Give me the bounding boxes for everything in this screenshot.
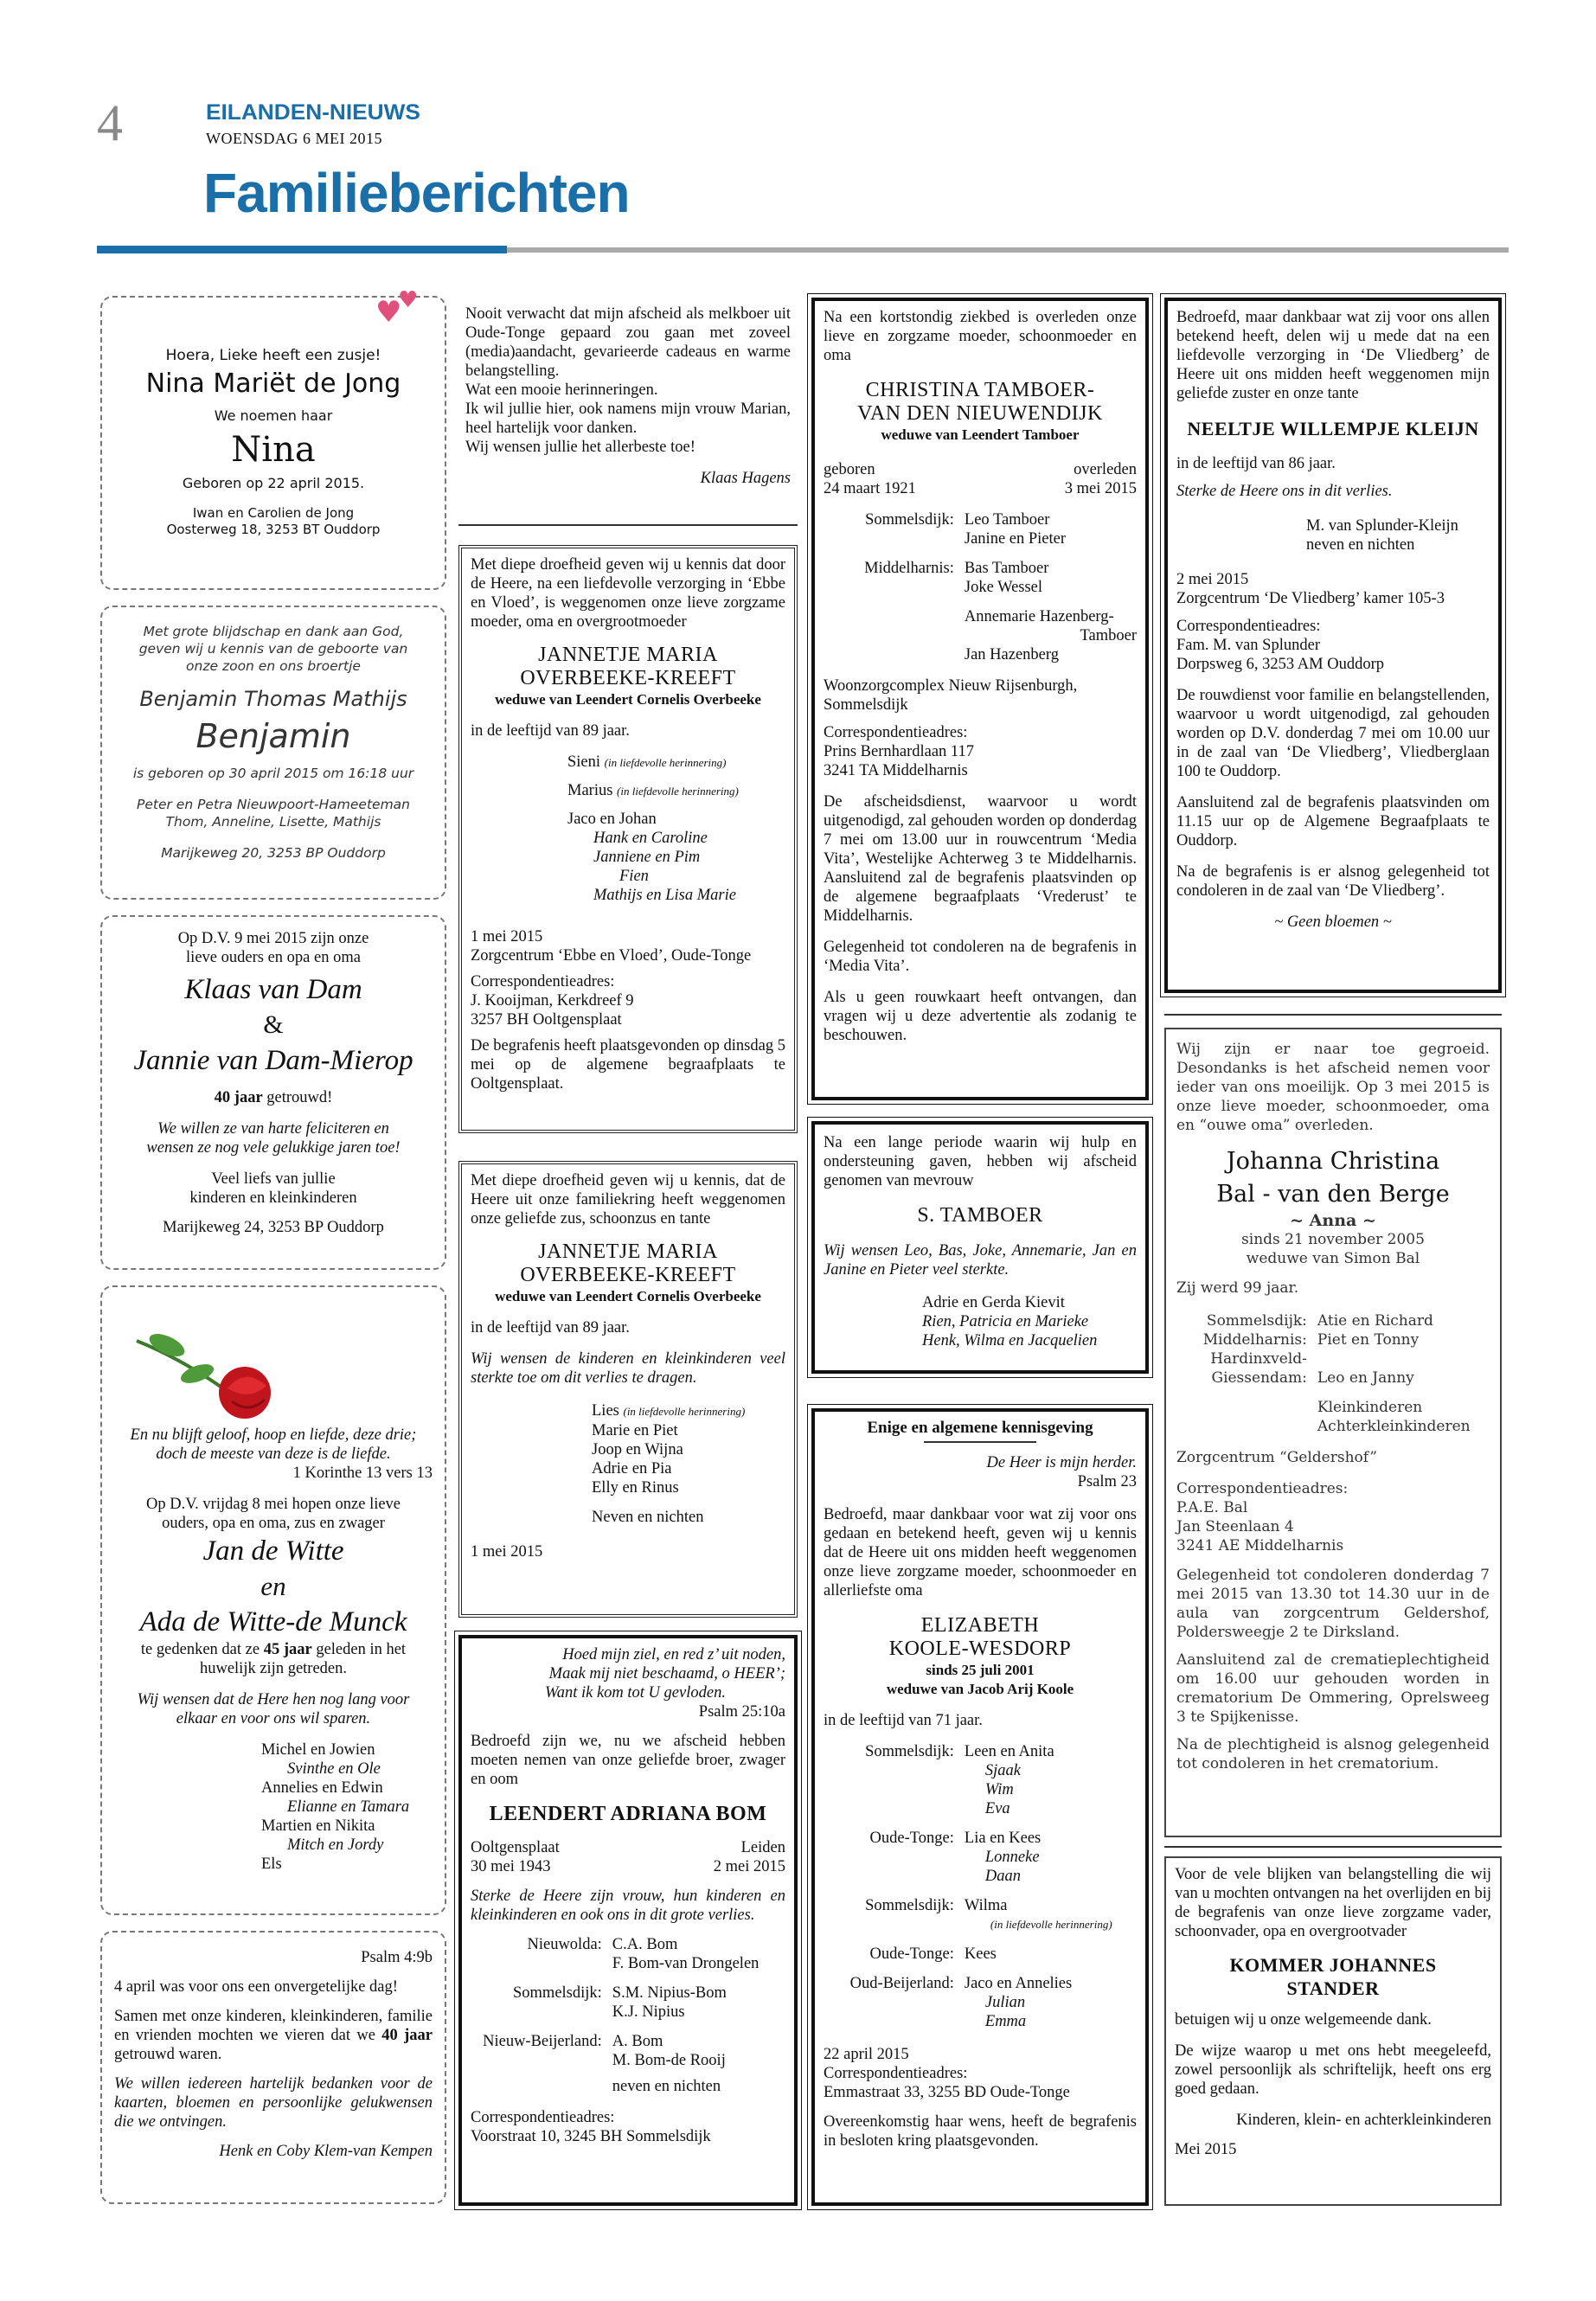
correspondence-address: Dorpsweg 6, 3253 AM Ouddorp [1176, 656, 1384, 673]
family-member: Els [261, 1856, 282, 1873]
place: Zorgcentrum ‘Ebbe en Vloed’, Oude-Tonge [471, 947, 752, 965]
family-member: C.A. Bom [612, 1936, 678, 1953]
widowed-since: sinds 25 juli 2001 [926, 1662, 1035, 1678]
widow-of: weduwe van Leendert Tamboer [881, 426, 1080, 443]
birth-date: 30 mei 1943 [471, 1858, 551, 1875]
birth-date: is geboren op 30 april 2015 om 16:18 uur [132, 766, 414, 781]
family-group [471, 2032, 785, 2096]
couple-name-2: Ada de Witte-de Munck [139, 1606, 407, 1638]
years-married: te gedenken dat ze 45 jaar geleden in het [140, 1641, 407, 1658]
family-group [824, 1945, 1137, 1964]
family-member: Piet en Tonny [1317, 1331, 1420, 1349]
parents: Iwan en Carolien de Jong [192, 505, 355, 521]
family-member: Lia en Kees [964, 1830, 1042, 1847]
widow-of: weduwe van Leendert Cornelis Overbeeke [495, 691, 761, 708]
obituary-overbeeke-siblings [458, 1161, 798, 1618]
date: 1 mei 2015 [471, 1543, 543, 1561]
family-group [824, 510, 1137, 548]
date: 1 mei 2015 [471, 928, 543, 945]
correspondence-address: Prins Bernhardlaan 117 [824, 743, 974, 760]
obituary-intro: Bedroefd, maar dankbaar voor wat zij voor ons gedaan en betekend heeft, geven wij u kennis dat de Heere uit ons midden heeft weggenomen onze lieve zorgzame moeder, schoonmoeder en allerliefste oma [824, 1506, 1137, 1599]
address: Oosterweg 18, 3253 BT Ouddorp [166, 522, 381, 537]
life-dates [824, 479, 1137, 498]
place: Woonzorgcomplex Nieuw Rijsenburgh, [824, 677, 1078, 695]
verse-reference: 1 Korinthe 13 vers 13 [292, 1465, 433, 1482]
anniversary-van-dam [100, 915, 446, 1270]
obituary-overbeeke-family [458, 545, 798, 1133]
verse-line: Want ik kom tot U gevloden. [545, 1684, 726, 1702]
signature-list [1176, 516, 1490, 554]
family-member: Kees [964, 1945, 997, 1963]
family-member: Atie en Richard [1317, 1312, 1433, 1330]
family-member: Eva [984, 1800, 1010, 1817]
family-member: Lies [592, 1402, 619, 1420]
thanks-paragraph: Samen met onze kinderen, kleinkinderen, familie en vrienden mochten we vieren dat we 40 jaar getrouwd waren. [114, 2008, 433, 2063]
birth-date: Geboren op 22 april 2015. [182, 475, 365, 491]
deceased-name: JANNETJE MARIA [538, 1240, 718, 1263]
obituary-intro: Bedroefd zijn we, nu we afscheid hebben moeten nemen van onze geliefde broer, zwager en oom [471, 1733, 785, 1788]
family-member: Jan Hazenberg [964, 646, 1059, 663]
family-member: Wilma [964, 1897, 1008, 1914]
birth-announcement-nina [100, 287, 446, 590]
family-group [824, 559, 1137, 664]
deceased-name: JANNETJE MARIA [538, 644, 718, 666]
place: Sommelsdijk [824, 696, 908, 714]
deceased-name: Johanna Christina [1226, 1148, 1440, 1175]
address: Marijkeweg 24, 3253 BP Ouddorp [163, 1219, 384, 1236]
verse-reference: Psalm 25:10a [698, 1703, 785, 1721]
funeral-info: De rouwdienst voor familie en belangstellenden, waarvoor u wordt uitgenodigd, zal gehouden worden op D.V. donderdag 7 mei om 10.00 uur in de zaal van ‘De Vliedberg’, Vliedberglaan 100 te Ouddorp. [1176, 687, 1490, 780]
deceased-name: KOMMER JOHANNES [1229, 1954, 1437, 1976]
family-group [824, 1974, 1137, 2031]
family-member: F. Bom-van Drongelen [612, 1955, 760, 1972]
memory-note: (in liefdevolle herinnering) [604, 756, 727, 769]
correspondence-address: P.A.E. Bal [1176, 1499, 1248, 1516]
signature-line: kinderen en kleinkinderen [189, 1189, 357, 1207]
announcement-line: Met grote blijdschap en dank aan God, [143, 624, 404, 639]
funeral-info: Overeenkomstig haar wens, heeft de begrafenis in besloten kring plaatsgevonden. [824, 2113, 1137, 2150]
deceased-name: Bal - van den Berge [1216, 1181, 1450, 1208]
obituary-kleijn [1164, 298, 1502, 993]
correspondence-label: Correspondentieadres: [824, 724, 968, 741]
family-member: S.M. Nipius-Bom [612, 1984, 727, 2002]
family-place: Sommelsdijk: [865, 511, 954, 529]
family-member: Hank en Caroline [593, 830, 708, 847]
baby-call-name: Nina [231, 430, 316, 470]
signature-line: Veel liefs van jullie [211, 1170, 336, 1188]
family-member: Neven en nichten [592, 1509, 704, 1526]
wish-line: Sterke de Heere zijn vrouw, hun kinderen en kleinkinderen en ook ons in dit grote verlies. [471, 1888, 785, 1924]
birth-announcement-benjamin [100, 606, 446, 900]
thanks-line: 4 april was voor ons een onvergetelijke dag! [114, 1978, 398, 1996]
notice-title: Enige en algemene kennisgeving [867, 1419, 1093, 1437]
heart-icon: ♥ [398, 287, 419, 313]
section-title: Familieberichten [203, 162, 630, 224]
signature: Henk en Coby Klem-van Kempen [219, 2143, 433, 2160]
baby-full-name: Benjamin Thomas Mathijs [139, 687, 407, 711]
obituary-intro: Met diepe droefheid geven wij u kennis dat door de Heere, na een liefdevolle verzorging in ‘Ebbe en Vloed’, is weggenomen onze lieve zorgzame moeder, oma en overgrootmoeder [471, 556, 785, 631]
memory-note: (in liefdevolle herinnering) [623, 1405, 746, 1418]
place: Zorgcentrum ‘De Vliedberg’ kamer 105-3 [1176, 590, 1445, 607]
memory-note: (in liefdevolle herinnering) [617, 785, 739, 798]
obituary-bal [1164, 1028, 1502, 1837]
family-member: Sieni [567, 753, 601, 771]
obituary-intro: Na een lange periode waarin wij hulp en ondersteuning gaven, hebben wij afscheid genomen van mevrouw [824, 1134, 1137, 1189]
deceased-name: OVERBEEKE-KREEFT [520, 667, 736, 689]
announcement-line: geven wij u kennis van de geboorte van [138, 641, 408, 657]
call-name-intro: We noemen haar [214, 407, 333, 424]
obituary-koole [811, 1408, 1149, 2206]
family-member: Emma [984, 2013, 1027, 2030]
memory-note: (in liefdevolle herinnering) [990, 1918, 1112, 1931]
baby-full-name: Nina Mariët de Jong [145, 369, 401, 399]
wish-line: Sterke de Heere ons in dit verlies. [1176, 483, 1393, 500]
thanks-klem [100, 1931, 446, 2204]
family-member: Elianne en Tamara [287, 1798, 410, 1816]
signature: neven en nichten [1306, 536, 1415, 554]
wish-line: elkaar en voor ons wil sparen. [176, 1710, 371, 1727]
life-dates [471, 1857, 785, 1876]
correspondence-label: Correspondentieadres: [1176, 618, 1321, 635]
obituary-tamboer [811, 298, 1149, 1100]
family-member: Bas Tamboer [964, 560, 1049, 577]
date: 2 mei 2015 [1176, 571, 1249, 588]
family-place: Sommelsdijk: [865, 1897, 954, 1914]
birth-place: Ooltgensplaat [471, 1839, 560, 1856]
verse-line: Maak mij niet beschaamd, o HEER’; [548, 1665, 785, 1682]
no-flowers-note: ~ Geen bloemen ~ [1274, 913, 1392, 931]
family-member: M. Bom-de Rooij [612, 2052, 726, 2069]
death-date: 3 mei 2015 [1064, 480, 1137, 497]
family-member: Janniene en Pim [593, 849, 701, 866]
family-member: Mitch en Jordy [287, 1836, 384, 1854]
family-member: Leen en Anita [964, 1743, 1054, 1760]
deceased-name: NEELTJE WILLEMPJE KLEIJN [1187, 418, 1479, 439]
family-place: Hardinxveld- [1210, 1350, 1307, 1368]
anniversary-de-witte [100, 1285, 446, 1915]
divider [1164, 1014, 1502, 1016]
family-member: Wim [984, 1781, 1014, 1798]
family-member: Mathijs en Lisa Marie [593, 887, 736, 904]
death-label: overleden [1074, 461, 1137, 478]
siblings: Thom, Anneline, Lisette, Mathijs [165, 814, 381, 830]
family-member: Annelies en Edwin [261, 1779, 383, 1797]
family-member: Julian [984, 1994, 1026, 2011]
family-member: Joke Wessel [964, 579, 1043, 596]
announcement-line: lieve ouders en opa en oma [186, 949, 361, 966]
condolence-info: Na de plechtigheid is alsnog gelegenheid tot condoleren in het crematorium. [1176, 1736, 1490, 1772]
obituary-s-tamboer [811, 1121, 1149, 1374]
announcement-line: Op D.V. 9 mei 2015 zijn onze [177, 930, 369, 947]
obituary-intro: Met diepe droefheid geven wij u kennis, dat de Heere uit onze familiekring heeft weggenomen onze geliefde zus, schoonzus en tante [471, 1172, 785, 1227]
correspondence-address: Jan Steenlaan 4 [1176, 1518, 1294, 1535]
deceased-name: CHRISTINA TAMBOER- [865, 379, 1095, 401]
thanks-paragraph: We willen iedereen hartelijk bedanken voor de kaarten, bloemen en persoonlijke gelukwensen die we ontvingen. [114, 2075, 433, 2131]
thanks-line: Wat een mooie herinneringen. [465, 381, 658, 399]
heart-icon: ♥ [375, 295, 402, 330]
thanks-paragraph: Nooit verwacht dat mijn afscheid als melkboer uit Oude-Tonge gepaard zou gaan met zoveel (media)aandacht, gevarieerde cadeaus en warme belangstelling. [465, 305, 791, 380]
divider [458, 524, 798, 526]
family-member: Daan [984, 1868, 1022, 1885]
thanks-line: Ik wil jullie hier, ook namens mijn vrouw Marian, heel hartelijk voor danken. [465, 401, 791, 437]
thanks-line: betuigen wij u onze welgemeende dank. [1175, 2011, 1432, 2029]
deceased-name: KOOLE-WESDORP [888, 1638, 1072, 1660]
correspondence-label: Correspondentieadres: [824, 2065, 968, 2082]
thanks-line: Wij wensen jullie het allerbeste toe! [465, 439, 695, 456]
header-rule-accent [97, 246, 507, 253]
family-list [114, 1740, 433, 1874]
widow-of: weduwe van Jacob Arij Koole [886, 1681, 1074, 1697]
family-group [824, 1742, 1137, 1818]
deceased-name: LEENDERT ADRIANA BOM [489, 1803, 767, 1825]
family-member: Michel en Jowien [261, 1741, 375, 1759]
family-member: Leo en Janny [1317, 1369, 1414, 1387]
family-group [471, 1984, 785, 2022]
obituary-intro: Bedroefd, maar dankbaar wat zij voor ons allen betekend heeft, delen wij u mede dat na een liefdevolle verzorging in ‘De Vliedberg’ de Heere uit ons midden heeft weggenomen mijn geliefde zuster en onze tante [1176, 309, 1490, 402]
announcement-line: onze zoon en ons broertje [186, 658, 361, 674]
family-place: Sommelsdijk: [1206, 1312, 1307, 1330]
obituary-intro: Wij zijn er naar toe gegroeid. Desondanks is het afscheid nemen voor ieder van ons moeilijk. Op 3 mei 2015 is onze lieve moeder, schoonmoeder, oma en “ouwe oma” overleden. [1176, 1041, 1490, 1134]
family-member: Jaco en Annelies [964, 1975, 1073, 1992]
family-place: Giessendam: [1211, 1369, 1307, 1387]
widowed-since: sinds 21 november 2005 [1241, 1231, 1425, 1248]
family-member: Lonneke [984, 1849, 1040, 1866]
family-member: Leo Tamboer [964, 511, 1050, 529]
rose-illustration [128, 1306, 292, 1427]
obituary-intro: Na een kortstondig ziekbed is overleden onze lieve en zorgzame moeder, schoonmoeder en oma [824, 309, 1137, 364]
wish-line: Wij wensen Leo, Bas, Joke, Annemarie, Jan en Janine en Pieter veel sterkte. [824, 1242, 1137, 1279]
signature: Henk, Wilma en Jacquelien [922, 1332, 1098, 1349]
condolence-info: Na de begrafenis is er alsnog gelegenheid tot condoleren in de zaal van ‘De Vliedberg’. [1176, 863, 1490, 900]
signature: Kinderen, klein- en achterkleinkinderen [1236, 2112, 1491, 2129]
family-member: Janine en Pieter [964, 530, 1067, 548]
family-group [1176, 1368, 1490, 1388]
family-place: Sommelsdijk: [513, 1984, 602, 2002]
life-dates [824, 460, 1137, 479]
correspondence-address: J. Kooijman, Kerkdreef 9 [471, 992, 634, 1009]
life-dates [471, 1838, 785, 1857]
correspondence-address: Voorstraat 10, 3245 BH Sommelsdijk [471, 2128, 711, 2145]
cremation-info: Aansluitend zal de crematieplechtigheid om 16.00 uur gehouden worden in crematorium De Ommering, Oprelsweeg 3 te Spijkenisse. [1176, 1651, 1490, 1726]
family-member: Kleinkinderen [1317, 1399, 1423, 1416]
age: Zij werd 99 jaar. [1176, 1279, 1299, 1297]
family-place: Sommelsdijk: [865, 1743, 954, 1760]
verse-line: Hoed mijn ziel, en red z’ uit noden, [562, 1646, 785, 1663]
family-member: neven en nichten [612, 2078, 721, 2095]
announcement-line: Op D.V. vrijdag 8 mei hopen onze lieve [145, 1496, 401, 1513]
verse-reference: Psalm 23 [1077, 1473, 1137, 1490]
signature: M. van Splunder-Kleijn [1306, 517, 1458, 535]
age: in de leeftijd van 86 jaar. [1176, 455, 1336, 472]
family-member: Achterkleinkinderen [1317, 1418, 1471, 1435]
family-group [824, 1896, 1137, 1934]
age: in de leeftijd van 89 jaar. [471, 722, 630, 740]
correspondence-address: 3241 TA Middelharnis [824, 762, 968, 779]
widow-of: weduwe van Simon Bal [1246, 1250, 1420, 1267]
couple-name-1: Klaas van Dam [184, 974, 362, 1005]
address: Marijkeweg 20, 3253 BP Ouddorp [161, 845, 386, 861]
date: Mei 2015 [1175, 2141, 1237, 2158]
page-number: 4 [97, 94, 123, 151]
condolence-info: Gelegenheid tot condoleren donderdag 7 mei 2015 van 13.30 tot 14.30 uur in de aula van zorgcentrum Geldershof, Poldersweegje 2 te Dirksland. [1176, 1567, 1490, 1641]
deceased-name: S. TAMBOER [917, 1204, 1043, 1227]
family-list [471, 1401, 785, 1527]
family-place: Oude-Tonge: [869, 1945, 954, 1963]
family-place: Middelharnis: [864, 560, 954, 577]
signature: Rien, Patricia en Marieke [922, 1313, 1089, 1330]
place: Zorgcentrum “Geldershof” [1176, 1449, 1377, 1466]
family-member: Svinthe en Ole [287, 1760, 381, 1778]
couple-name-1: Jan de Witte [202, 1535, 344, 1567]
family-member: K.J. Nipius [612, 2003, 685, 2021]
age: in de leeftijd van 89 jaar. [471, 1319, 630, 1336]
family-member: Sjaak [984, 1762, 1021, 1779]
verse-line: De Heer is mijn herder. [986, 1454, 1137, 1471]
thanks-paragraph: De wijze waarop u met ons hebt meegeleefd, zowel persoonlijk als schriftelijk, heeft ons erg goed gedaan. [1175, 2042, 1491, 2098]
birth-label: geboren [824, 461, 875, 478]
family-place: Nieuwolda: [527, 1936, 602, 1953]
divider [1164, 1846, 1502, 1848]
correspondence-label: Correspondentieadres: [471, 2109, 615, 2126]
death-place: Leiden [740, 1839, 785, 1856]
signature: Klaas Hagens [700, 470, 791, 487]
years-married: 40 jaar getrouwd! [214, 1089, 333, 1106]
card-notice: Als u geen rouwkaart heeft ontvangen, dan vragen wij u deze advertentie als zodanig te beschouwen. [824, 989, 1137, 1044]
family-group [1176, 1349, 1490, 1368]
deceased-name: OVERBEEKE-KREEFT [520, 1264, 736, 1286]
family-group [1176, 1330, 1490, 1349]
correspondence-address: Fam. M. van Splunder [1176, 637, 1320, 654]
family-place: Middelharnis: [1202, 1331, 1307, 1349]
family-member: Marie en Piet [592, 1422, 678, 1439]
correspondence-address: Emmastraat 33, 3255 BD Oude-Tonge [824, 2084, 1070, 2101]
wish-line: Wij wensen dat de Here hen nog lang voor [137, 1691, 410, 1708]
wish-line: wensen ze nog vele gelukkige jaren toe! [146, 1139, 401, 1157]
verse-reference: Psalm 4:9b [361, 1949, 433, 1966]
thanks-stander [1164, 1856, 1502, 2206]
birth-date: 24 maart 1921 [824, 480, 916, 497]
call-name: ~ Anna ~ [1290, 1211, 1376, 1230]
wish-line: Wij wensen de kinderen en kleinkinderen veel sterkte toe om dit verlies te dragen. [471, 1350, 785, 1387]
burial-info: Aansluitend zal de begrafenis plaatsvinden om 11.15 uur op de Algemene Begraafplaats te Ouddorp. [1176, 794, 1490, 849]
family-group [1176, 1398, 1490, 1436]
family-group [824, 1829, 1137, 1886]
announcement-line: ouders, opa en oma, zus en zwager [162, 1515, 385, 1532]
deceased-name: ELIZABETH [920, 1614, 1040, 1637]
correspondence-address: 3241 AE Middelharnis [1176, 1537, 1344, 1554]
couple-name-2: Jannie van Dam-Mierop [133, 1045, 413, 1076]
death-date: 2 mei 2015 [713, 1858, 785, 1875]
correspondence-label: Correspondentieadres: [1176, 1480, 1349, 1497]
family-member: Marius [567, 782, 613, 799]
issue-date: WOENSDAG 6 MEI 2015 [206, 130, 382, 147]
condolence-info: Gelegenheid tot condoleren na de begrafenis in ‘Media Vita’. [824, 939, 1137, 975]
age: in de leeftijd van 71 jaar. [824, 1712, 983, 1729]
obituary-bom [458, 1635, 798, 2206]
newspaper-logo: EILANDEN-NIEUWS [206, 100, 420, 125]
wish-line: We willen ze van harte feliciteren en [157, 1120, 389, 1138]
announcement-intro: Hoera, Lieke heeft een zusje! [165, 347, 381, 364]
thanks-intro: Voor de vele blijken van belangstelling die wij van u mochten ontvangen na het overlijden en bij de begrafenis van onze lieve zorgzame vader, schoonvader, opa en overgrootvader [1175, 1866, 1491, 1940]
title-underline [924, 1441, 1036, 1443]
family-member: Tamboer [1080, 627, 1137, 644]
family-member: Adrie en Pia [592, 1460, 672, 1477]
family-group [1176, 1311, 1490, 1330]
baby-call-name: Benjamin [195, 717, 351, 755]
family-member: Jaco en Johan [567, 811, 657, 828]
family-member: Joop en Wijna [592, 1441, 683, 1458]
announcement-line: huwelijk zijn getreden. [199, 1660, 348, 1677]
family-group [471, 1935, 785, 1973]
family-list [471, 753, 785, 905]
verse-line: doch de meeste van deze is de liefde. [156, 1445, 391, 1463]
header-rule [507, 247, 1509, 253]
thanks-hagens [458, 304, 798, 514]
deceased-name: VAN DEN NIEUWENDIJK [857, 402, 1103, 425]
family-member: Fien [619, 868, 649, 885]
correspondence-label: Correspondentieadres: [471, 973, 615, 990]
family-place: Oud-Beijerland: [849, 1975, 954, 1992]
family-place: Nieuw-Beijerland: [483, 2033, 602, 2050]
family-member: A. Bom [612, 2033, 663, 2050]
correspondence-address: 3257 BH Ooltgensplaat [471, 1011, 622, 1029]
date: 22 april 2015 [824, 2046, 909, 2063]
family-place: Oude-Tonge: [869, 1830, 954, 1847]
funeral-info: De begrafenis heeft plaatsgevonden op dinsdag 5 mei op de algemene begraafplaats te Ooltgensplaat. [471, 1037, 785, 1093]
deceased-name: STANDER [1286, 1977, 1380, 1999]
ampersand: & [263, 1010, 284, 1039]
signature: Adrie en Gerda Kievit [922, 1294, 1065, 1311]
signature-list [824, 1293, 1137, 1350]
conjunction: en [260, 1571, 286, 1601]
family-member: Annemarie Hazenberg- [964, 608, 1114, 625]
family-member: Elly en Rinus [592, 1479, 679, 1497]
parents: Peter en Petra Nieuwpoort-Hameeteman [137, 797, 410, 812]
funeral-info: De afscheidsdienst, waarvoor u wordt uitgenodigd, zal gehouden worden op donderdag 7 mei om 13.00 uur in rouwcentrum ‘Media Vita’, Westelijke Achterweg 3 te Middelharnis. Aansluitend zal de begrafenis plaatsvinden op de algemene begraafplaats ‘Vrederust’ te Middelharnis. [824, 793, 1137, 925]
widow-of: weduwe van Leendert Cornelis Overbeeke [495, 1288, 761, 1304]
verse-line: En nu blijft geloof, hoop en liefde, deze drie; [130, 1426, 417, 1444]
family-member: Martien en Nikita [261, 1817, 375, 1835]
